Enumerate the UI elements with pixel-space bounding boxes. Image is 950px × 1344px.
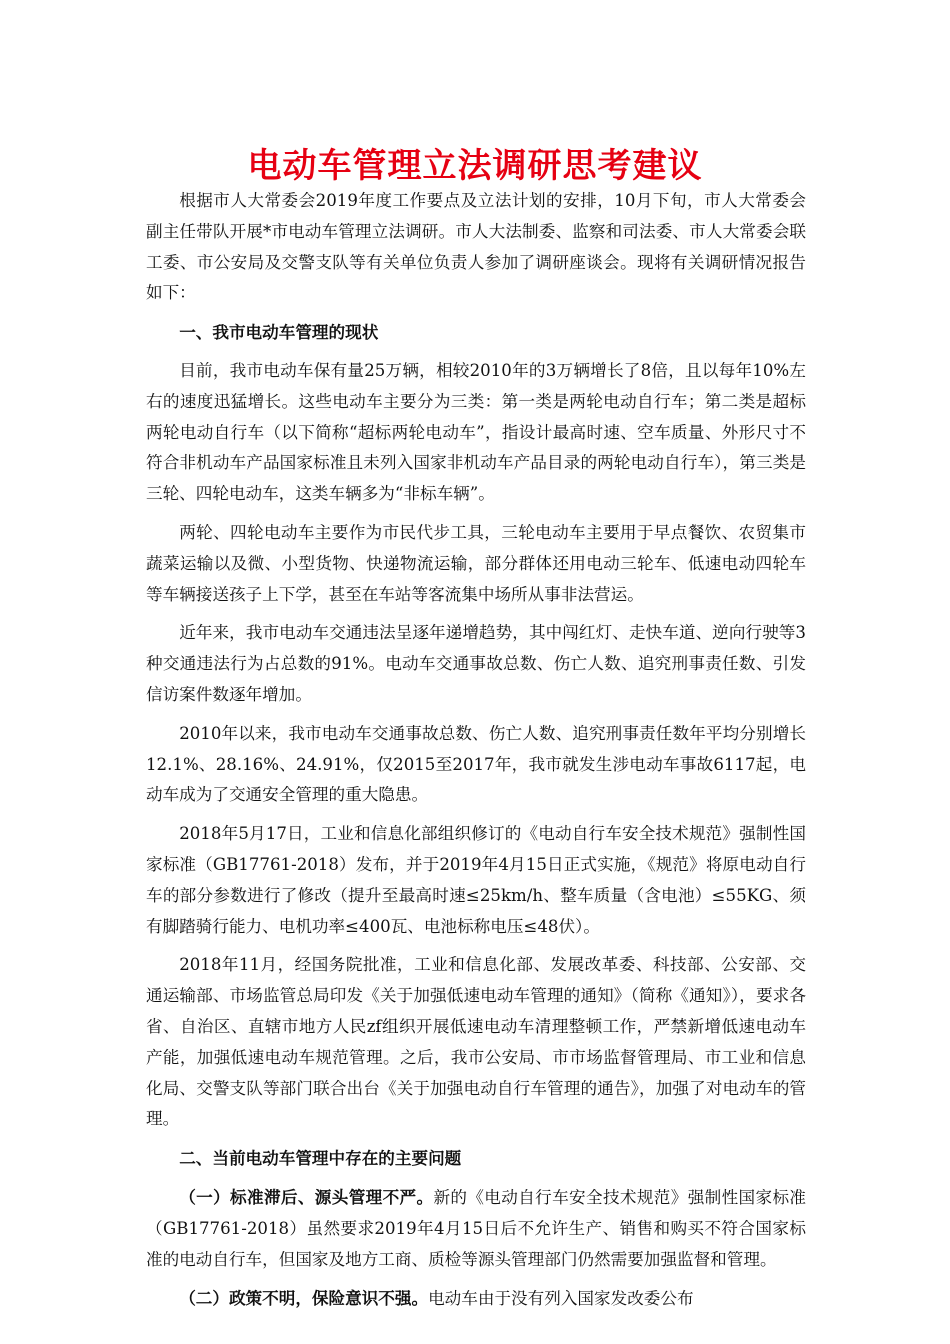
section-1-paragraph: 目前，我市电动车保有量25万辆，相较2010年的3万辆增长了8倍，且以每年10%左右的速度迅猛增长。这些电动车主要分为三类：第一类是两轮电动自行车；第二类是超标两轮电动自行车（以下简称“超标两轮电动车”，指设计最高时速、空车质量、外形尺寸不符合非机动车产品国家标准且未列入国家非机动车产品目录的两轮电动自行车），第三类是三轮、四轮电动车，这类车辆多为“非标车辆”。 [146, 360, 806, 504]
intro-paragraph: 根据市人大常委会2019年度工作要点及立法计划的安排，10月下旬，市人大常委会副主任带队开展*市电动车管理立法调研。市人大法制委、监察和司法委、市人大常委会联工委、市公安局及交警支队等有关单位负责人参加了调研座谈会。现将有关调研情况报告如下： [146, 191, 806, 303]
section-1-paragraph: 2010年以来，我市电动车交通事故总数、伤亡人数、追究刑事责任数年平均分别增长12.1%、28.16%、24.91%，仅2015至2017年，我市就发生涉电动车事故6117起，电动车成为了交通安全管理的重大隐患。 [146, 723, 806, 805]
item-text: 新的《电动自行车安全技术规范》强制性国家标准（GB17761-2018）虽然要求2019年4月15日后不允许生产、销售和购买不符合国家标准的电动自行车，但国家及地方工商、质检等源头管理部门仍然需要加强监督和管理。 [146, 1187, 807, 1269]
section-2-item [146, 1182, 806, 1275]
section-2-item [146, 1283, 806, 1315]
item-text: 电动车由于没有列入国家发改委公布 [428, 1289, 694, 1309]
document-body [146, 186, 806, 1323]
section-1-heading: 一、我市电动车管理的现状 [179, 322, 379, 343]
section-1-paragraph: 2018年5月17日，工业和信息化部组织修订的《电动自行车安全技术规范》强制性国家标准（GB17761-2018）发布，并于2019年4月15日正式实施，《规范》将原电动自行车的部分参数进行了修改（提升至最高时速≤25km/h、整车质量（含电池）≤55KG、须有脚踏骑行能力、电机功率≤400瓦、电池标称电压≤48伏）。 [146, 824, 806, 936]
section-2-heading: 二、当前电动车管理中存在的主要问题 [179, 1148, 462, 1169]
section-1-paragraph: 2018年11月，经国务院批准，工业和信息化部、发展改革委、科技部、公安部、交通运输部、市场监管总局印发《关于加强低速电动车管理的通知》（简称《通知》），要求各省、自治区、直辖市地方人民zf组织开展低速电动车清理整顿工作，严禁新增低速电动车产能，加强低速电动车规范管理。之后，我市公安局、市市场监督管理局、市工业和信息化局、交警支队等部门联合出台《关于加强电动自行车管理的通告》，加强了对电动车的管理。 [146, 955, 806, 1129]
section-1-paragraph: 近年来，我市电动车交通违法呈逐年递增趋势，其中闯红灯、走快车道、逆向行驶等3种交通违法行为占总数的91%。电动车交通事故总数、伤亡人数、追究刑事责任数、引发信访案件数逐年增加。 [146, 623, 806, 704]
item-lead: （一）标准滞后、源头管理不严。 [179, 1186, 434, 1207]
document-title: 电动车管理立法调研思考建议 [247, 146, 703, 186]
section-1-paragraph: 两轮、四轮电动车主要作为市民代步工具，三轮电动车主要用于早点餐饮、农贸集市蔬菜运输以及微、小型货物、快递物流运输，部分群体还用电动三轮车、低速电动四轮车等车辆接送孩子上下学，甚至在车站等客流集中场所从事非法营运。 [146, 522, 806, 604]
item-lead: （二）政策不明，保险意识不强。 [179, 1288, 429, 1309]
